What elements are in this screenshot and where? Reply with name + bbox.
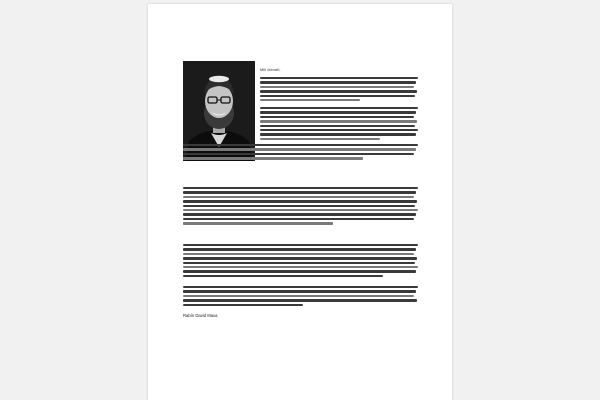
document-page bbox=[148, 4, 452, 400]
text-line bbox=[183, 304, 303, 306]
text-line bbox=[183, 148, 416, 150]
text-line bbox=[183, 262, 415, 264]
text-line bbox=[260, 99, 360, 101]
text-line bbox=[183, 275, 383, 277]
text-line bbox=[260, 138, 380, 140]
text-line bbox=[183, 253, 414, 255]
text-line bbox=[183, 200, 417, 202]
text-line bbox=[183, 257, 417, 259]
salutation: Milí čtenáři, bbox=[260, 67, 281, 72]
text-line bbox=[183, 157, 363, 159]
text-line bbox=[260, 120, 417, 122]
text-line bbox=[260, 90, 417, 92]
text-line bbox=[260, 116, 414, 118]
text-line bbox=[260, 77, 418, 79]
text-line bbox=[183, 286, 418, 288]
text-line bbox=[183, 266, 418, 268]
text-line bbox=[260, 129, 418, 131]
text-line bbox=[183, 209, 418, 211]
text-line bbox=[183, 191, 416, 193]
text-line bbox=[183, 295, 414, 297]
text-line bbox=[183, 205, 415, 207]
text-line bbox=[183, 153, 414, 155]
text-line bbox=[260, 107, 418, 109]
text-line bbox=[260, 81, 416, 83]
text-line bbox=[260, 111, 416, 113]
text-line bbox=[183, 218, 414, 220]
text-line bbox=[260, 95, 415, 97]
text-line bbox=[183, 299, 417, 301]
text-line bbox=[183, 222, 333, 224]
text-line bbox=[260, 125, 415, 127]
text-line bbox=[183, 270, 416, 272]
text-line bbox=[260, 86, 414, 88]
text-line bbox=[183, 248, 416, 250]
text-line bbox=[183, 187, 418, 189]
signature: Rabín David Maxa bbox=[183, 313, 218, 318]
text-line bbox=[183, 196, 414, 198]
text-line bbox=[183, 213, 416, 215]
text-line bbox=[183, 290, 416, 292]
text-line bbox=[183, 244, 418, 246]
text-line bbox=[260, 133, 416, 135]
